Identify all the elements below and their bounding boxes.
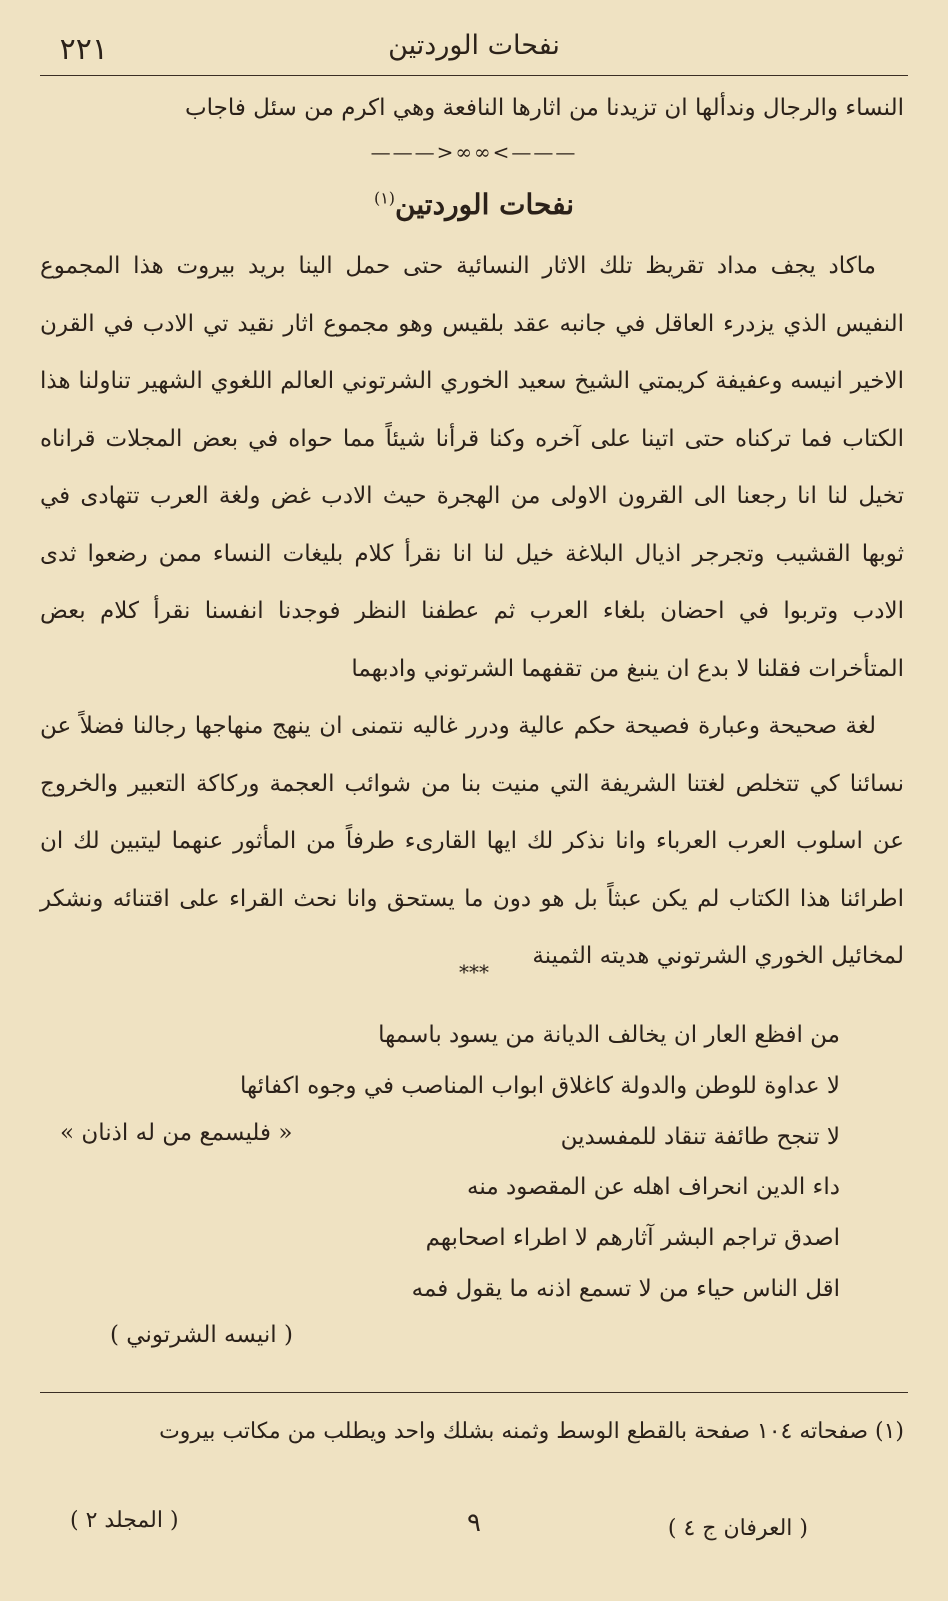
maxims-list xyxy=(40,1010,840,1315)
footnote-marker: (١) xyxy=(373,188,396,208)
quote: « فليسمع من له اذنان » xyxy=(60,1120,293,1146)
article-body xyxy=(40,238,904,986)
author-signature: ( انيسه الشرتوني ) xyxy=(110,1322,293,1348)
page-number: ٢٢١ xyxy=(59,32,108,67)
page-header xyxy=(40,22,908,76)
maxim: لا تنجح طائفة تنقاد للمفسدين xyxy=(560,1123,840,1150)
intro-line: النساء والرجال وندألها ان تزيدنا من اثارها النافعة وهي اكرم من سئل فاجاب xyxy=(184,95,904,121)
maxim: داء الدين انحراف اهله عن المقصود منه xyxy=(467,1174,840,1201)
header-rule xyxy=(40,75,908,76)
footnote: (١) صفحاته ١٠٤ صفحة بالقطع الوسط وثمنه بشلك واحد ويطلب من مكاتب بيروت xyxy=(159,1419,904,1444)
maxim: لا عداوة للوطن والدولة كاغلاق ابواب المناصب في وجوه اكفائها xyxy=(239,1072,840,1099)
footnote-rule xyxy=(40,1392,908,1393)
page-footer xyxy=(40,1508,908,1558)
section-stars: *** xyxy=(459,960,489,984)
maxim: اقل الناس حياء من لا تسمع اذنه ما يقول فمه xyxy=(411,1275,840,1302)
volume-label: ( المجلد ٢ ) xyxy=(70,1508,179,1533)
signature-mark: ٩ xyxy=(467,1508,481,1538)
maxim: اصدق تراجم البشر آثارهم لا اطراء اصحابهم xyxy=(425,1225,840,1252)
article-title xyxy=(0,188,948,221)
ornament-divider: ———>∞∞<——— xyxy=(370,140,578,164)
paragraph: لغة صحيحة وعبارة فصيحة حكم عالية ودرر غاليه نتمنى ان ينهج منهاجها رجالنا فضلاً عن نسائنا كي تتخلص لغتنا الشريفة التي منيت بنا من شوائب العجمة وركاكة التعبير والخروج عن اسلوب العرب العرباء وانا نذكر لك ايها القارىء طرفاً من المأثور عنهما ليتبين لك ان اطرائنا هذا الكتاب لم يكن عبثاً بل هو دون ما يستحق وانا نحث القراء على اقتنائه ونشكر لمخائيل الخوري الشرتوني هديته الثمينة xyxy=(40,713,904,969)
running-title: نفحات الوردتين xyxy=(388,30,560,61)
paragraph: ماكاد يجف مداد تقريظ تلك الاثار النسائية حتى حمل الينا بريد بيروت هذا المجموع النفيس الذي يزدرء العاقل في جانبه عقد بلقيس وهو مجموع اثار نقيد تي الادب في القرن الاخير انيسه وعفيفة كريمتي الشيخ سعيد الخوري الشرتوني العالم اللغوي الشهير تناولنا هذا الكتاب فما تركناه حتى اتينا على آخره وكنا قرأنا شيئاً مما حواه في بعض المجلات قراناه تخيل لنا انا رجعنا الى القرون الاولى من الهجرة حيث الادب غض ولغة العرب تتهادى في ثوبها القشيب وتجرجر اذيال البلاغة خيل لنا انا نقرأ كلام بليغات النساء ممن رضعوا ثدى الادب وتربوا في احضان بلغاء العرب ثم عطفنا النظر فوجدنا انفسنا نقرأ كلام بعض المتأخرات فقلنا لا بدع ان ينبغ من تقفهما الشرتوني وادبهما xyxy=(40,253,904,682)
issue-label: ( العرفان ج ٤ ) xyxy=(667,1516,808,1541)
maxim: من افظع العار ان يخالف الديانة من يسود باسمها xyxy=(378,1022,840,1048)
article-title-text: نفحات الوردتين xyxy=(395,188,575,221)
